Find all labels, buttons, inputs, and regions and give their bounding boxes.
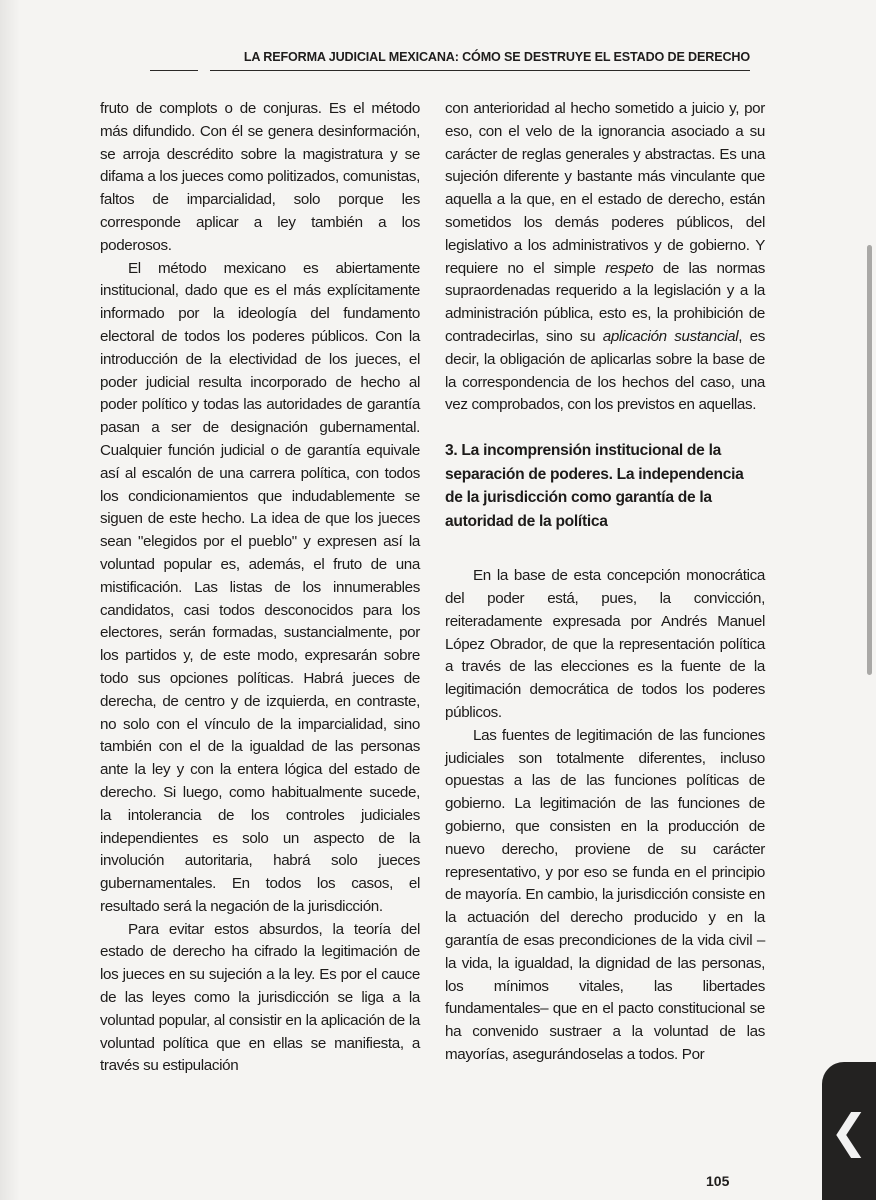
right-column <box>445 98 765 1067</box>
text-run: con anterioridad al hecho sometido a juicio y, por eso, con el velo de la ignorancia asociado a su carácter de reglas generales y abstractas. Es una sujeción diferente y bastante más vinculante que aquella a la que, en el estado de derecho, están sometidos los demás poderes públicos, del legislativo a los administrativos y de gobierno. Y requiere no el simple <box>445 100 765 277</box>
paragraph: fruto de complots o de conjuras. Es el método más difundido. Con él se genera desinformación, se arroja descrédito sobre la magistratura y se difama a los jueces como politizados, comunistas, faltos de imparcialidad, solo porque les corresponde aplicar a ley también a los poderosos. <box>100 100 420 254</box>
running-title: LA REFORMA JUDICIAL MEXICANA: CÓMO SE DESTRUYE EL ESTADO DE DERECHO <box>243 50 750 64</box>
text-run: de las normas supraordenadas requerido a la legislación y a la administración pública, esto es, la prohibición de contradecirlas, sino su <box>445 259 765 345</box>
paragraph: En la base de esta concepción monocrática del poder está, pues, la convicción, reiteradamente expresada por Andrés Manuel López Obrador, de que la representación política a través de las elecciones es la fuente de la legitimación democrática de todos los poderes públicos. <box>445 567 765 721</box>
back-button[interactable] <box>822 1062 876 1200</box>
text-run: , es decir, la obligación de aplicarlas sobre la base de la correspondencia de los hechos del caso, una vez comprobados, con los previstos en aquellas. <box>445 327 765 414</box>
page-number: 105 <box>706 1173 730 1189</box>
scrollbar[interactable] <box>862 0 876 1200</box>
spacer <box>445 533 765 565</box>
paragraph: El método mexicano es abiertamente institucional, dado que es el más explícitamente informado por la ideología del fundamento electoral de todos los poderes públicos. Con la introducción de la electividad de los jueces, el poder judicial resulta incorporado de hecho al poder político y todas las autoridades de garantía pasan a ser de designación gubernamental. Cualquier función judicial o de garantía equivale así al escalón de una carrera política, con todos los condicionamientos que indudablemente se siguen de este hecho. La idea de que los jueces sean "elegidos por el pueblo" y expresen así la voluntad popular es, además, el fruto de una mistificación. Las listas de los innumerables candidatos, casi todos desconocidos para los electores, serán formadas, sustancialmente, por los partidos y, de este modo, expresarán sobre todo sus opciones políticas. Habrá jueces de derecha, de centro y de izquierda, en contraste, no solo con el vínculo de la imparcialidad, sino también con el de la igualdad de las personas ante la ley y con la entera lógica del estado de derecho. Si luego, como habitualmente sucede, la intolerancia de los controles judiciales independientes es solo un aspecto de la involución autoritaria, habrá solo jueces gubernamentales. En todos los casos, el resultado será la negación de la jurisdicción. <box>100 259 420 915</box>
running-header <box>210 50 750 72</box>
spacer <box>445 417 765 439</box>
chevron-left-icon: ❮ <box>829 1104 869 1158</box>
page-edge <box>0 0 20 1200</box>
section-heading: 3. La incomprensión institucional de la separación de poderes. La independencia de la jurisdicción como garantía de la autoridad de la política <box>445 442 744 530</box>
left-column <box>100 98 420 1078</box>
paragraph: Las fuentes de legitimación de las funciones judiciales son totalmente diferentes, incluso opuestas a las de las funciones políticas de gobierno. La legitimación de las funciones de gobierno, que consisten en la producción de nuevo derecho, proviene de su carácter representativo, y por eso se funda en el principio de mayoría. En cambio, la jurisdicción consiste en la actuación del derecho producido y en la garantía de esas precondiciones de la vida civil –la vida, la igualdad, la dignidad de las personas, los mínimos vitales, las libertades fundamentales– que en el pacto constitucional se ha convenido sustraer a la voluntad de las mayorías, asegurándoselas a todos. Por <box>445 726 765 1063</box>
paragraph <box>445 98 765 417</box>
paragraph: Para evitar estos absurdos, la teoría del estado de derecho ha cifrado la legitimación de los jueces en su sujeción a la ley. Es por el cauce de las leyes como la jurisdicción se liga a la voluntad popular, al consistir en la aplicación de la voluntad política que en ellas se manifiesta, a través su estipulación <box>100 920 420 1075</box>
header-rule <box>210 70 750 71</box>
header-rule-left <box>150 70 198 71</box>
emphasis: respeto <box>605 259 654 277</box>
emphasis: aplicación sustancial <box>602 327 739 345</box>
scrollbar-thumb[interactable] <box>867 245 872 675</box>
